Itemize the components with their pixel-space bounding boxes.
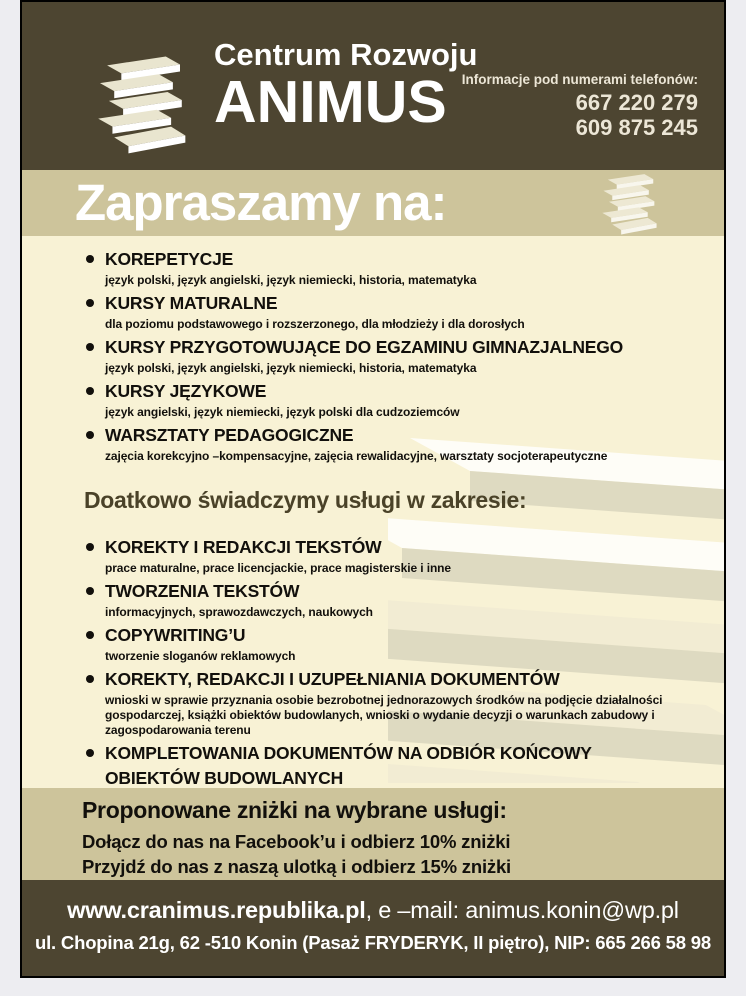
phone-number-1: 667 220 279 (575, 90, 698, 115)
service-title: KOREKTY, REDAKCJI I UZUPEŁNIANIA DOKUMENTÓW (105, 669, 560, 689)
contact-line (22, 897, 724, 924)
list-item (84, 581, 704, 620)
service-title-line2: OBIEKTÓW BUDOWLANYCH (105, 768, 344, 788)
offer-title: KURSY JĘZYKOWE (105, 381, 267, 401)
invite-band (22, 170, 724, 236)
bullet-icon (86, 543, 94, 551)
list-item (84, 381, 704, 420)
main-section (22, 236, 724, 788)
offer-desc: dla poziomu podstawowego i rozszerzonego, dla młodzieży i dla dorosłych (105, 317, 525, 331)
phone-block (462, 72, 698, 141)
service-desc: informacyjnych, sprawozdawczych, naukowych (105, 605, 373, 619)
main-content (22, 236, 724, 788)
header (22, 2, 724, 170)
bullet-icon (86, 749, 94, 757)
address-text: ul. Chopina 21g, 62 -510 Konin (Pasaż FRYDERYK, II piętro), NIP: 665 266 58 98 (35, 932, 711, 953)
list-item (84, 249, 704, 288)
offer-title: WARSZTATY PEDAGOGICZNE (105, 425, 354, 445)
offer-desc: zajęcia korekcyjno –kompensacyjne, zajęcia rewalidacyjne, warsztaty socjoterapeutyczne (105, 449, 608, 463)
list-item (84, 337, 704, 376)
offer-desc: język polski, język angielski, język niemiecki, historia, matematyka (105, 361, 477, 375)
service-desc: tworzenie sloganów reklamowych (105, 649, 296, 663)
list-item (84, 743, 704, 788)
list-item (84, 625, 704, 664)
service-desc: prace maturalne, prace licencjackie, prace magisterskie i inne (105, 561, 451, 575)
brand-title: ANIMUS (214, 69, 447, 136)
bullet-icon (86, 387, 94, 395)
bullet-icon (86, 587, 94, 595)
discount-line-1: Dołącz do nas na Facebook’u i odbierz 10% zniżki (82, 831, 511, 852)
bullet-icon (86, 631, 94, 639)
service-title: COPYWRITING’U (105, 625, 246, 645)
phone-number-2: 609 875 245 (575, 115, 698, 141)
bullet-icon (86, 343, 94, 351)
bullet-icon (86, 299, 94, 307)
poster (20, 0, 726, 978)
list-item (84, 669, 704, 738)
discount-line-2: Przyjdź do nas z naszą ulotką i odbierz 15% zniżki (82, 856, 511, 877)
offer-desc: język angielski, język niemiecki, język polski dla cudzoziemców (105, 405, 460, 419)
offers-list (84, 249, 704, 464)
list-item (84, 537, 704, 576)
discount-band (22, 788, 724, 880)
services-list (84, 537, 704, 788)
brand-block (214, 37, 478, 136)
bullet-icon (86, 431, 94, 439)
website-text: www.cranimus.republika.pl (67, 897, 366, 923)
offer-title: KURSY PRZYGOTOWUJĄCE DO EGZAMINU GIMNAZJALNEGO (105, 337, 624, 357)
service-title: TWORZENIA TEKSTÓW (105, 581, 300, 601)
discount-heading: Proponowane zniżki na wybrane usługi: (82, 797, 507, 823)
list-item (84, 425, 704, 464)
list-item (84, 293, 704, 332)
offer-desc: język polski, język angielski, język niemiecki, historia, matematyka (105, 273, 477, 287)
band-books-icon (590, 173, 670, 235)
phone-info-label: Informacje pod numerami telefonów: (461, 72, 698, 87)
brand-subtitle: Centrum Rozwoju (214, 37, 478, 72)
invite-title: Zapraszamy na: (75, 174, 447, 231)
email-text: , e –mail: animus.konin@wp.pl (365, 897, 679, 923)
logo-books-icon (84, 44, 196, 156)
bullet-icon (86, 255, 94, 263)
service-desc: wnioski w sprawie przyznania osobie bezrobotnej jednorazowych środków na podjęcie działalności gospodarczej, książki obiektów budowlanych, wnioski o wydanie decyzji o warunkach zabudowy i zagospodarowania terenu (105, 693, 663, 737)
services-heading: Doatkowo świadczymy usługi w zakresie: (84, 487, 527, 513)
bullet-icon (86, 675, 94, 683)
footer (22, 880, 724, 976)
offer-title: KURSY MATURALNE (105, 293, 278, 313)
service-title: KOREKTY I REDAKCJI TEKSTÓW (105, 537, 382, 557)
service-title: KOMPLETOWANIA DOKUMENTÓW NA ODBIÓR KOŃCOWY (105, 743, 592, 763)
offer-title: KOREPETYCJE (105, 249, 234, 269)
